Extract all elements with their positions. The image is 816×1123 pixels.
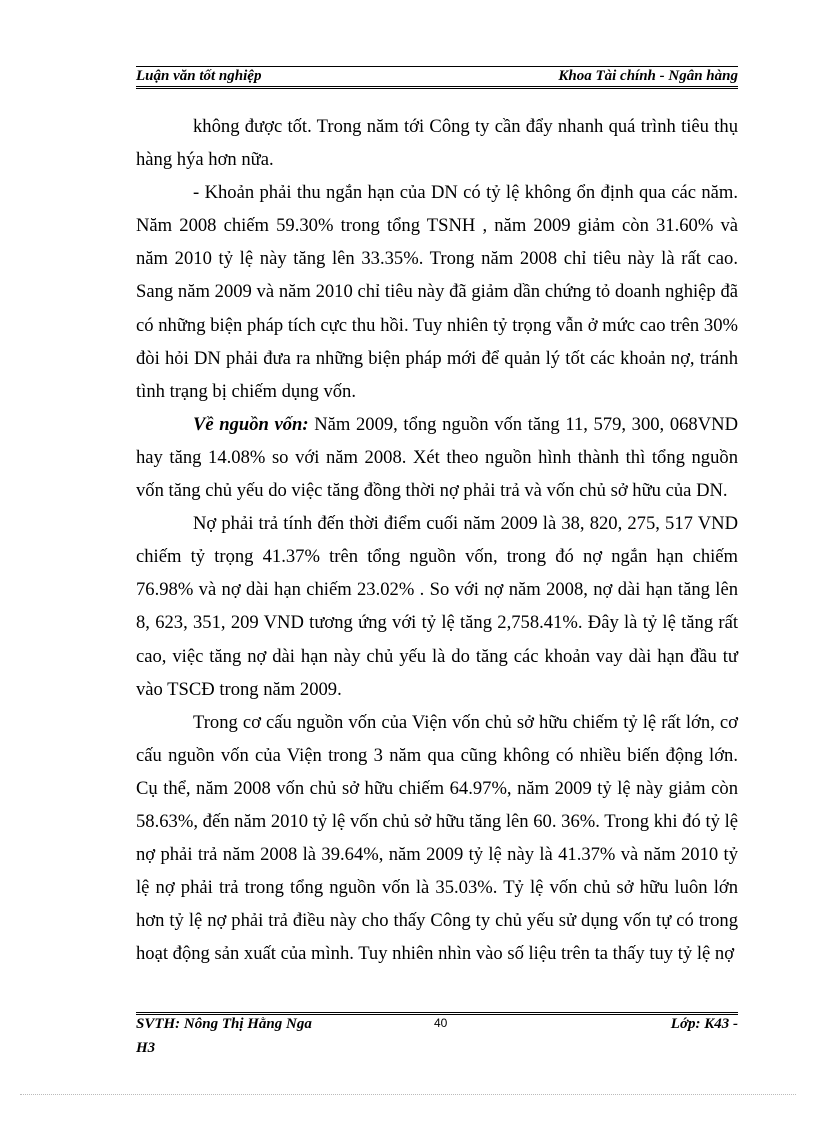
paragraph-2: - Khoản phải thu ngắn hạn của DN có tỷ lệ không ổn định qua các năm. Năm 2008 chiếm 59.30% trong tổng TSNH , năm 2009 giảm còn 31.60% và năm 2010 tỷ lệ này tăng lên 33.35%. Trong năm 2008 chỉ tiêu này là rất cao. Sang năm 2009 và năm 2010 chỉ tiêu này đã giảm dần chứng tỏ doanh nghiệp đã có những biện pháp tích cực thu hồi. Tuy nhiên tỷ trọng vẫn ở mức cao trên 30% đòi hỏi DN phải đưa ra những biện pháp mới để quản lý tốt các khoản nợ, tránh tình trạng bị chiếm dụng vốn. [136,182,738,402]
paragraph-4: Nợ phải trả tính đến thời điểm cuối năm 2009 là 38, 820, 275, 517 VND chiếm tỷ trọng 41.37% trên tổng nguồn vốn, trong đó nợ ngắn hạn chiếm 76.98% và nợ dài hạn chiếm 23.02% . So với nợ năm 2008, nợ dài hạn tăng lên 8, 623, 351, 209 VND tương ứng với tỷ lệ tăng 2,758.41%. Đây là tỷ lệ tăng rất cao, việc tăng nợ dài hạn này chủ yếu là do tăng các khoản vay dài hạn đầu tư vào TSCĐ trong năm 2009. [136,513,738,700]
document-body [136,110,738,970]
header-thesis-title: Luận văn tốt nghiệp [136,68,262,84]
header-bottom-rule [136,86,738,89]
header-faculty: Khoa Tài chính - Ngân hàng [558,68,738,84]
paragraph-5: Trong cơ cấu nguồn vốn của Viện vốn chủ sở hữu chiếm tỷ lệ rất lớn, cơ cấu nguồn vốn của Viện trong 3 năm qua cũng không có nhiều biến động lớn. Cụ thể, năm 2008 vốn chủ sở hữu chiếm 64.97%, năm 2009 tỷ lệ này giảm còn 58.63%, đến năm 2010 tỷ lệ vốn chủ sở hữu tăng lên 60. 36%. Trong khi đó tỷ lệ nợ phải trả năm 2008 là 39.64%, năm 2009 tỷ lệ này là 41.37% và năm 2010 tỷ lệ nợ phải trả trong tổng nguồn vốn là 35.03%. Tỷ lệ vốn chủ sở hữu luôn lớn hơn tỷ lệ nợ phải trả điều này cho thấy Công ty chủ yếu sử dụng vốn tự có trong hoạt động sản xuất của mình. Tuy nhiên nhìn vào số liệu trên ta thấy tuy tỷ lệ nợ [136,711,738,965]
paragraph-3-lead: Về nguồn vốn: [193,413,309,435]
page-number: 40 [434,1016,448,1030]
page-header [136,64,738,90]
paragraph-3 [136,408,738,507]
footer-author: SVTH: Nông Thị Hằng Nga [136,1016,312,1032]
header-top-rule [136,66,738,67]
footer-class: Lớp: K43 - [670,1016,738,1032]
paragraph-3-text: Năm 2009, tổng nguồn vốn tăng 11, 579, 300, 068VND hay tăng 14.08% so với năm 2008. Xét theo nguồn hình thành thì tổng nguồn vốn tăng chủ yếu do việc tăng đồng thời nợ phải trả và vốn chủ sở hữu của DN. [136,413,738,502]
paragraph-1: không được tốt. Trong năm tới Công ty cần đẩy nhanh quá trình tiêu thụ hàng hýa hơn nữa. [136,116,738,171]
page-bottom-edge [20,1094,796,1095]
page-footer [136,1012,738,1072]
footer-class-continued: H3 [136,1040,156,1056]
footer-rule [136,1012,738,1015]
